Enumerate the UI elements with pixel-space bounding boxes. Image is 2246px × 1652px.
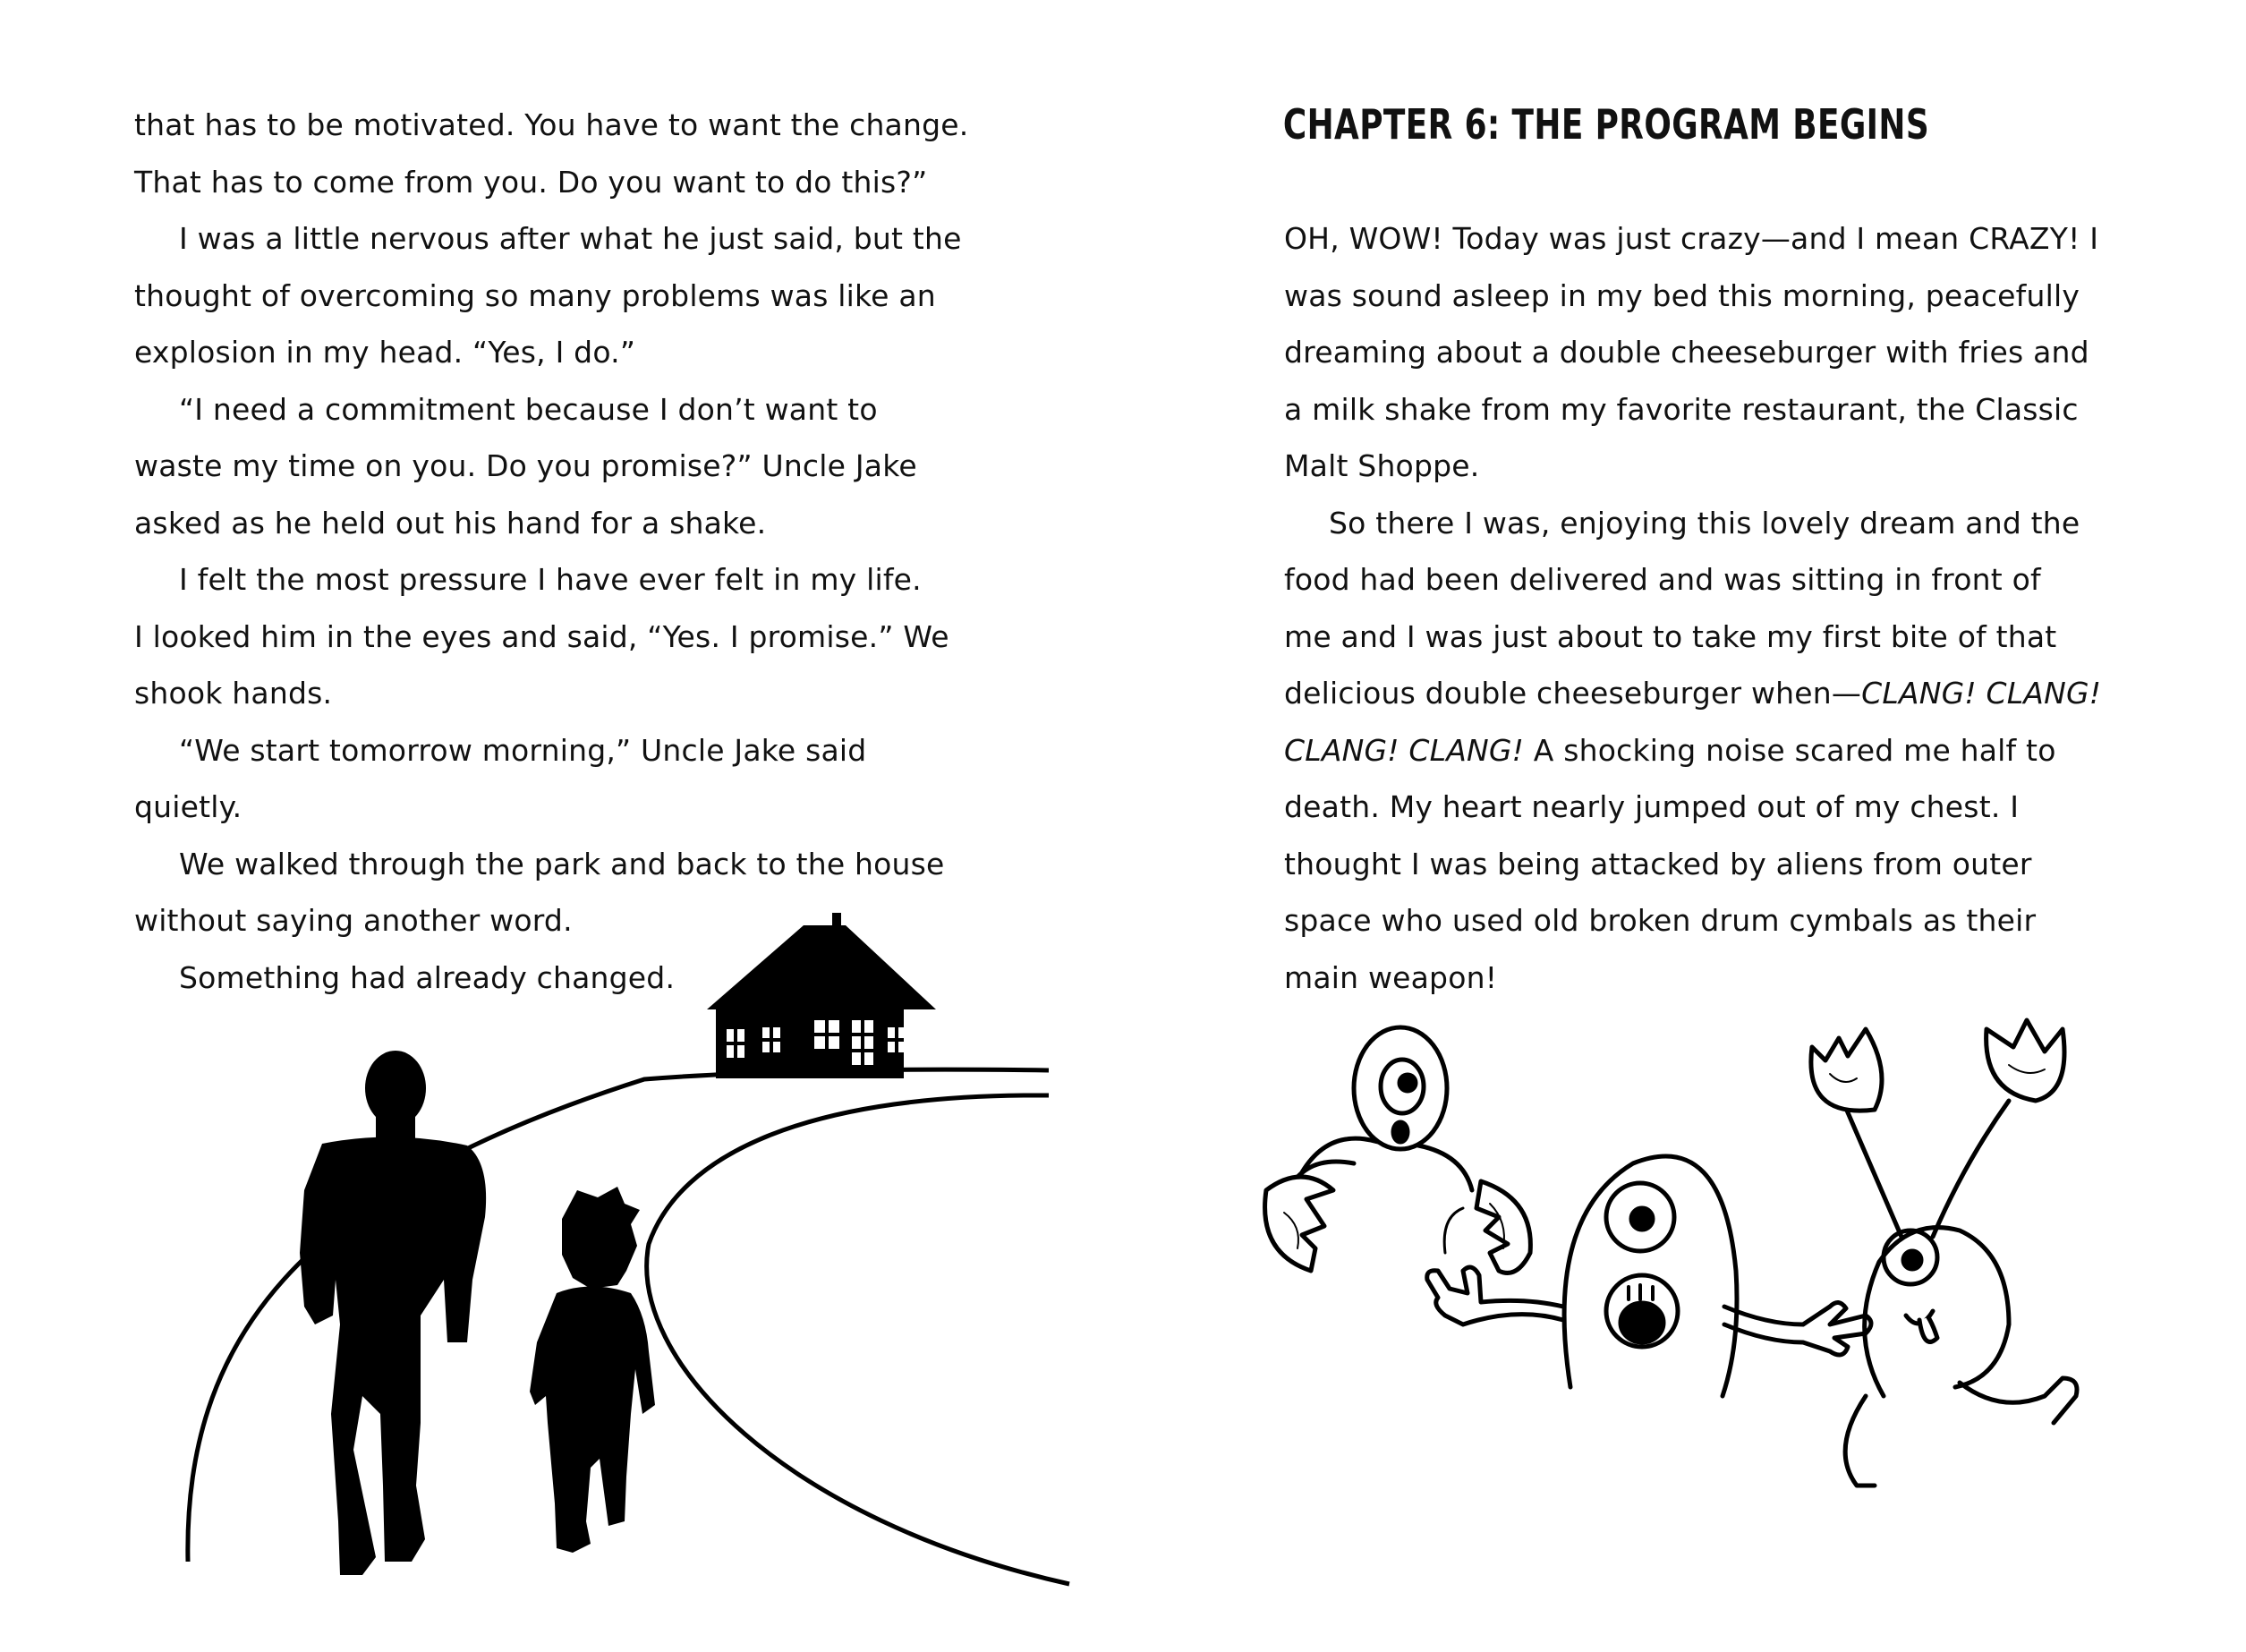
text-line: “I need a commitment because I don’t want to	[179, 391, 878, 427]
aliens-illustration	[1123, 0, 2246, 1652]
text-line: dreaming about a double cheeseburger with fries and	[1284, 335, 2089, 370]
text-line: that has to be motivated. You have to want the change.	[134, 107, 969, 142]
text-line: I felt the most pressure I have ever felt in my life.	[179, 562, 922, 597]
text-line: food had been delivered and was sitting in front of	[1284, 562, 2041, 597]
text-line: explosion in my head. “Yes, I do.”	[134, 335, 636, 370]
text-line: I was a little nervous after what he just said, but the	[179, 221, 962, 256]
text-line: shook hands.	[134, 676, 333, 711]
path-edge-right	[647, 1095, 1069, 1584]
text-line: thought of overcoming so many problems was like an	[134, 277, 936, 313]
text-line: So there I was, enjoying this lovely dream and the	[1329, 505, 2080, 541]
text-line: a milk shake from my favorite restaurant, the Classic	[1284, 391, 2079, 427]
clang-italic: CLANG! CLANG!	[1861, 676, 2102, 711]
text-line: death. My heart nearly jumped out of my chest. I	[1284, 789, 2020, 824]
boy-silhouette	[530, 1187, 655, 1553]
house-silhouette	[707, 913, 936, 1078]
text-line: Malt Shoppe.	[1284, 448, 1480, 483]
clang-italic: CLANG! CLANG!	[1284, 732, 1525, 768]
text-line: main weapon!	[1284, 959, 1498, 995]
text-line: waste my time on you. Do you promise?” Uncle Jake	[134, 448, 917, 483]
alien-right	[1811, 1020, 2077, 1486]
text-line: me and I was just about to take my first bite of that	[1284, 618, 2057, 654]
man-silhouette	[300, 1051, 486, 1575]
chapter-title: CHAPTER 6: THE PROGRAM BEGINS	[1282, 100, 1930, 149]
text-line: asked as he held out his hand for a shake.	[134, 505, 767, 541]
text-line: That has to come from you. Do you want to do this?”	[134, 164, 928, 200]
text-line: without saying another word.	[134, 903, 573, 938]
text-segment: A shocking noise scared me half to	[1524, 732, 2056, 768]
text-line: space who used old broken drum cymbals as their	[1284, 903, 2037, 938]
alien-left	[1265, 1027, 1531, 1273]
text-line: I looked him in the eyes and said, “Yes. I promise.” We	[134, 618, 949, 654]
text-line: was sound asleep in my bed this morning, peacefully	[1284, 277, 2080, 313]
text-line: We walked through the park and back to the house	[179, 846, 945, 881]
text-line: thought I was being attacked by aliens from outer	[1284, 846, 2032, 881]
text-line: quietly.	[134, 789, 242, 824]
text-line: OH, WOW! Today was just crazy—and I mean CRAZY! I	[1284, 221, 2099, 256]
text-line: Something had already changed.	[179, 959, 676, 995]
right-page	[1123, 0, 2246, 1652]
text-segment: delicious double cheeseburger when—	[1284, 676, 1862, 711]
text-line: “We start tomorrow morning,” Uncle Jake said	[179, 732, 867, 768]
